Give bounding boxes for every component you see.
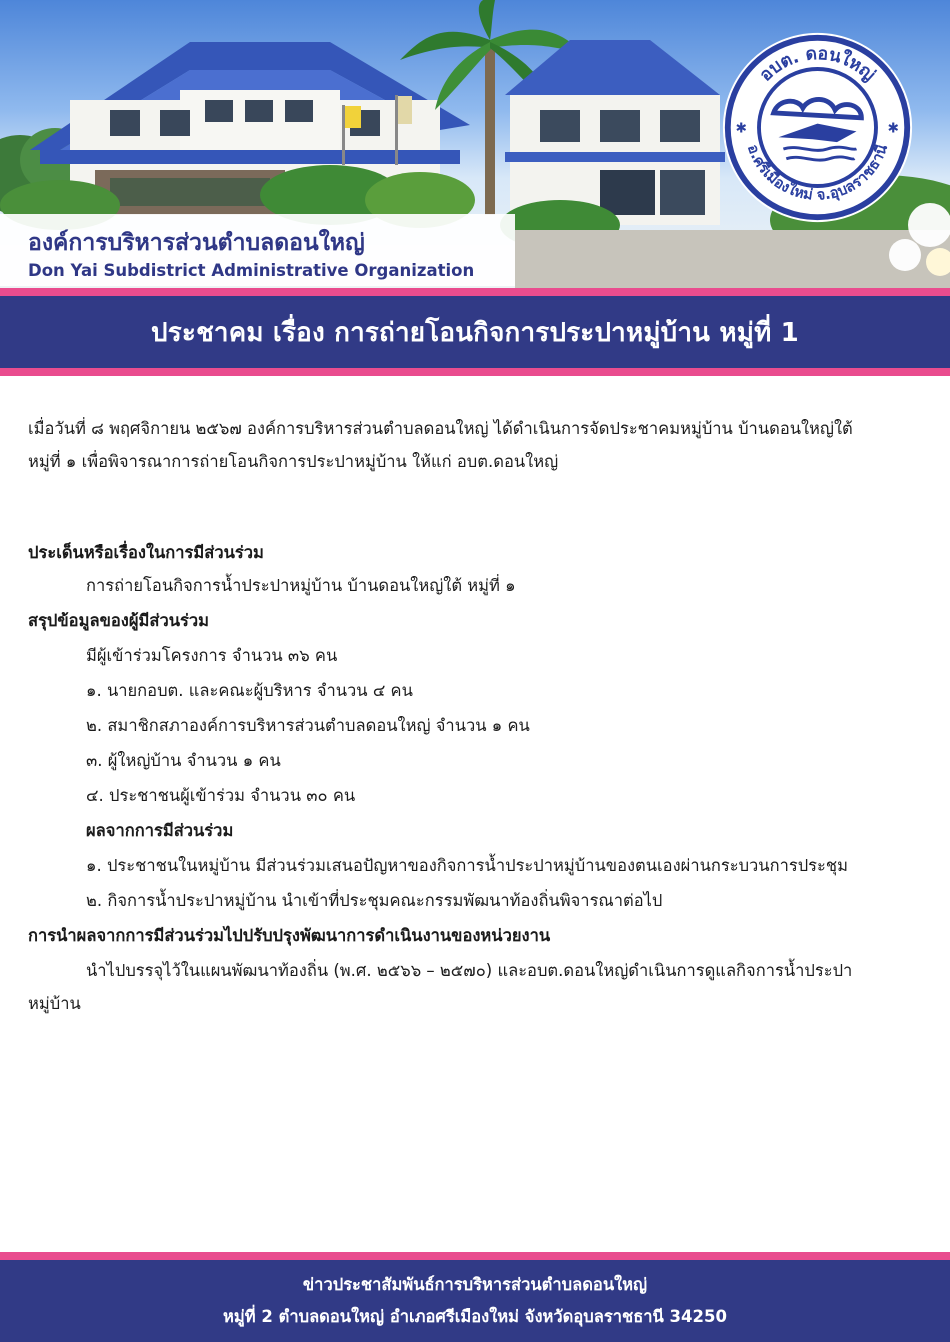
svg-text:✱: ✱ xyxy=(887,120,900,137)
summary-item-4: ๔. ประชาชนผู้เข้าร่วม จำนวน ๓๐ คน xyxy=(86,786,356,805)
seal-bottom-text: อ.ศรีเมืองใหม่ จ.อุบลราชธานี xyxy=(743,142,892,204)
application-line-1: นำไปบรรจุไว้ในแผนพัฒนาท้องถิ่น (พ.ศ. ๒๕๖๖ – ๒๕๗๐) และอบต.ดอนใหญ่ดำเนินการดูแลกิจการน้ำประปา xyxy=(86,961,853,980)
application-heading: การนำผลจากการมีส่วนร่วมไปปรับปรุงพัฒนาการดำเนินงานของหน่วยงาน xyxy=(28,926,551,945)
document-body xyxy=(28,412,924,1020)
summary-item-2: ๒. สมาชิกสภาองค์การบริหารส่วนตำบลดอนใหญ่ จำนวน ๑ คน xyxy=(86,716,530,735)
svg-text:✱: ✱ xyxy=(735,120,748,137)
footer-line-2: หมู่ที่ 2 ตำบลดอนใหญ่ อำเภอศรีเมืองใหม่ จังหวัดอุบลราชธานี 34250 xyxy=(223,1307,727,1326)
page-title: ประชาคม เรื่อง การถ่ายโอนกิจการประปาหมู่บ้าน หมู่ที่ 1 xyxy=(151,317,799,348)
intro-line-2: หมู่ที่ ๑ เพื่อพิจารณาการถ่ายโอนกิจการประปาหมู่บ้าน ให้แก่ อบต.ดอนใหญ่ xyxy=(28,452,559,471)
results-item-2: ๒. กิจการน้ำประปาหมู่บ้าน นำเข้าที่ประชุมคณะกรรมพัฒนาท้องถิ่นพิจารณาต่อไป xyxy=(86,891,663,910)
summary-item-1: ๑. นายกอบต. และคณะผู้บริหาร จำนวน ๔ คน xyxy=(86,681,413,700)
intro-line-1: เมื่อวันที่ ๘ พฤศจิกายน ๒๕๖๗ องค์การบริหารส่วนตำบลดอนใหญ่ ได้ดำเนินการจัดประชาคมหมู่บ้าน บ้านดอนใหญ่ใต้ xyxy=(28,419,853,438)
results-heading: ผลจากการมีส่วนร่วม xyxy=(86,821,234,840)
topic-text: การถ่ายโอนกิจการน้ำประปาหมู่บ้าน บ้านดอนใหญ่ใต้ หมู่ที่ ๑ xyxy=(86,576,516,595)
organization-seal-logo xyxy=(720,30,915,225)
summary-item-3: ๓. ผู้ใหญ่บ้าน จำนวน ๑ คน xyxy=(86,751,281,770)
seal-top-text: อบต. ดอนใหญ่ xyxy=(755,44,879,86)
topic-heading: ประเด็นหรือเรื่องในการมีส่วนร่วม xyxy=(28,543,264,562)
title-bar xyxy=(0,288,950,376)
application-line-2: หมู่บ้าน xyxy=(28,994,81,1013)
summary-total: มีผู้เข้าร่วมโครงการ จำนวน ๓๖ คน xyxy=(86,646,338,665)
org-name-thai: องค์การบริหารส่วนตำบลดอนใหญ่ xyxy=(28,230,365,256)
results-item-1: ๑. ประชาชนในหมู่บ้าน มีส่วนร่วมเสนอปัญหาของกิจการน้ำประปาหมู่บ้านของตนเองผ่านกระบวนการประชุม xyxy=(86,856,848,875)
footer-bar xyxy=(0,1252,950,1342)
spacer xyxy=(28,478,924,536)
header-banner xyxy=(0,0,950,288)
summary-heading: สรุปข้อมูลของผู้มีส่วนร่วม xyxy=(28,611,209,630)
org-name-english: Don Yai Subdistrict Administrative Organization xyxy=(28,261,475,280)
footer-line-1: ข่าวประชาสัมพันธ์การบริหารส่วนตำบลดอนใหญ่ xyxy=(302,1275,648,1294)
